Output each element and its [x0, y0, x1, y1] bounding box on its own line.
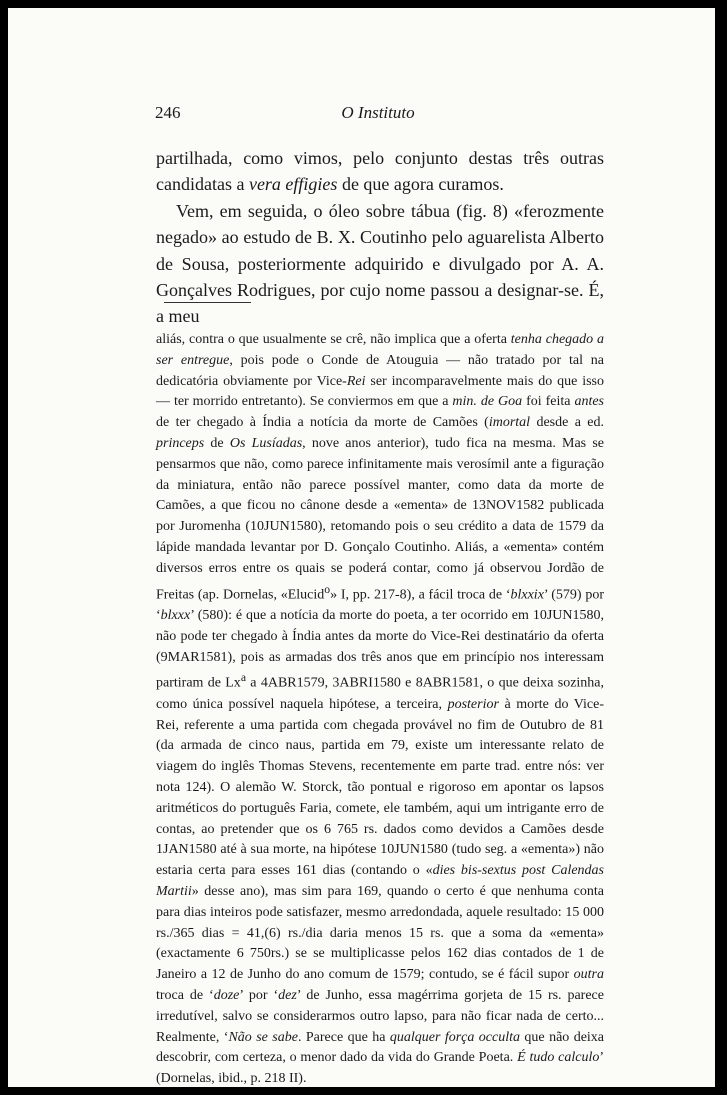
page-number: 246 — [155, 103, 181, 122]
footnote-separator — [164, 302, 251, 303]
paragraph-1: partilhada, como vimos, pelo conjunto destas três outras candidatas a vera effigies de que agora curamos. — [156, 148, 604, 195]
paragraph-2: Vem, em seguida, o óleo sobre tábua (fig. 8) «ferozmente negado» ao estudo de B. X. Coutinho pelo aguarelista Alberto de Sousa, posteriormente adquirido e divulgado por A. A. Gonçalves Rodrigues, por cujo nome passou a designar-se. É, a meu — [156, 200, 604, 327]
footnote-text — [156, 330, 604, 1087]
book-page — [8, 8, 715, 1087]
page-header — [155, 103, 601, 133]
running-title: O Instituto — [341, 103, 415, 122]
footnote-paragraph: aliás, contra o que usualmente se crê, não implica que a oferta tenha chegado a ser entregue, pois pode o Conde de Atouguia — não tratado por tal na dedicatória obviamente por Vice-Rei ser incomparavelmente mais do que isso — ter morrido entretanto). Se conviermos em que a min. de Goa foi feita antes de ter chegado à Índia a notícia da morte de Camões (imortal desde a ed. princeps de Os Lusíadas, nove anos anterior), tudo fica na mesma. Mas se pensarmos que não, como parece infinitamente mais verosímil ante a figuração da miniatura, então não parece possível manter, como data da morte de Camões, a que ficou no cânone desde a «ementa» de 13NOV1582 publicada por Juromenha (10JUN1580), retomando pois o seu crédito a data de 1579 da lápide mandada levantar por D. Gonçalo Coutinho. Aliás, a «ementa» contém diversos erros entre os quais se poderá contar, como já observou Jordão de Freitas (ap. Dornelas, «Elucid$^o$» I, pp. 217-8), a fácil troca de ‘blxxix’ (579) por ‘blxxx’ (580): é que a notícia da morte do poeta, a ter ocorrido em 10JUN1580, não pode ter chegado à Índia antes da morte do Vice-Rei destinatário da oferta (9MAR1581), pois as armadas dos três anos que em princípio nos interessam partiram de Lx$^a$ a 4ABR1579, 3ABRI1580 e 8ABR1581, o que deixa sozinha, como única possível naquela hipótese, a terceira, posterior à morte do Vice-Rei, referente a uma partida com chegada provável no fim de Outubro de 81 (da armada de cinco naus, partida em 79, existe um interessante relato de viagem do inglês Thomas Stevens, recentemente em parte trad. entre nós: ver nota 124). O alemão W. Storck, tão pontual e rigoroso em apontar os lapsos aritméticos do português Faria, comete, ele também, aqui um intrigante erro de contas, ao pretender que os 6 765 rs. dados como devidos a Camões desde 1JAN1580 até à sua morte, na hipótese 10JUN1580 (tudo seg. a «ementa») não estaria certa para esses 161 dias (contando o «dies bis-sextus post Calendas Martii» desse ano), mas sim para 169, quando o certo é que nenhuma conta para dias inteiros pode satisfazer, mesmo arredondada, aquele resultado: 15 000 rs./365 dias = 41,(6) rs./dia daria menos 15 rs. que a soma da «ementa» (exactamente 6 750rs.) se se multiplicasse pelos 162 dias contados de 1 de Janeiro a 12 de Junho do ano comum de 1579; contudo, se é fácil supor outra troca de ‘doze’ por ‘dez’ de Junho, essa magérrima gorjeta de 15 rs. parece irredutível, salvo se considerarmos outro lapso, para não ficar nada de certo... Realmente, ‘Não se sabe. Parece que ha qualquer força occulta que não deixa descobrir, com certeza, o menor dado da vida do Grande Poeta. É tudo calculo’ (Dornelas, ibid., p. 218 II). — [156, 332, 605, 1087]
